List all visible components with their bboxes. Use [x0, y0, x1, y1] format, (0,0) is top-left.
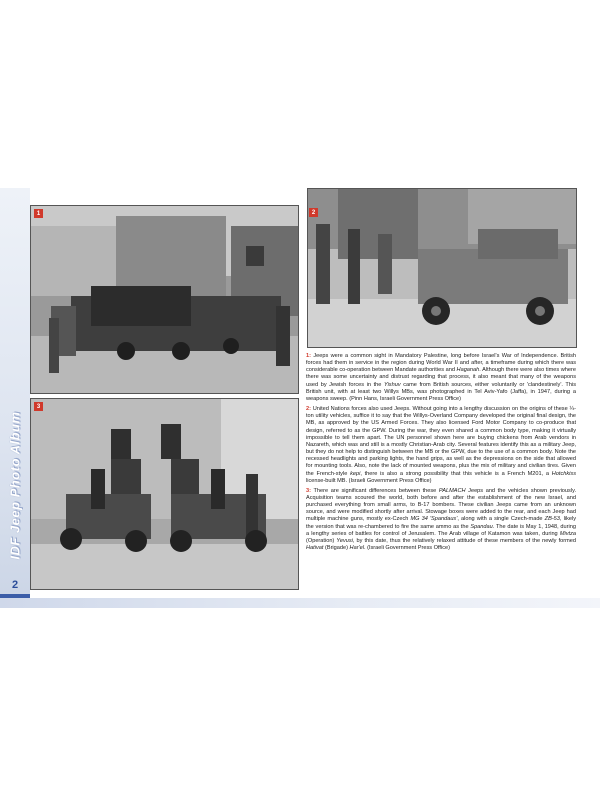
photo-2 [307, 188, 577, 348]
caption-italic: ZB-53 [544, 516, 560, 523]
caption-text: Jeeps and the vehicles shown previously. Acquisition teams scoured the world, both before and after the establishment of the new Israel, and purchased everything from small arms, to B-17 bombers. These civilian Jeeps came from an unknown source, and were modified shortly after arrival. Stowage boxes were added to the rear, and each Jeep had multiple machine guns, mostly ex-Czech [306, 487, 577, 523]
caption-1 [306, 353, 576, 403]
caption-italic: kepi [350, 470, 361, 477]
caption-italic: Har'el [349, 545, 364, 552]
photo-number-badge: 1 [34, 209, 43, 218]
photo-number-badge: 2 [309, 208, 318, 217]
photo-1 [30, 205, 299, 394]
caption-text: , by this date, thus the relatively relaxed attitude of these members of the newly formed [352, 537, 576, 544]
photo-number-badge: 3 [34, 402, 43, 411]
caption-text: (Operation) [306, 537, 337, 544]
street-convoy-photo-icon [31, 206, 298, 393]
caption-text: . The date is May 1, 1948, during a lengthy series of battles for control of Jerusalem. The Arab village of Katamon was taken, during [306, 523, 576, 537]
caption-text: , there is also a strong possibility that this vehicle is a French M201, a [360, 470, 552, 477]
caption-italic: Hotchkiss [551, 470, 576, 477]
sidebar-title-text: IDF Jeep Photo Album [7, 410, 23, 560]
caption-text: came from British sources, either voluntarily or 'clandestinely'. This British unit, with at least two Willys MBs, was photographed in Tel Aviv-Yafo (Jaffa), in 1947, during a weapons sweep. (Pinn Hans, Israeli Government Press Office) [306, 381, 576, 402]
caption-italic: PALMACH [438, 487, 466, 494]
bottom-band [0, 598, 600, 608]
caption-italic: Yevusi [336, 537, 353, 544]
caption-italic: Mivtza [559, 530, 576, 537]
caption-italic: Haganah [456, 367, 480, 374]
caption-italic: Spandau [470, 523, 493, 530]
sidebar-title [2, 395, 28, 575]
caption-text: There are significant differences between these [313, 487, 439, 494]
caption-text: . Although there were also times where there was some uncertainty and distrust regarding that process, it also meant that many of the weapons used by Jewish forces in the [306, 367, 576, 388]
armed-jeeps-photo-icon [31, 399, 298, 589]
caption-text: . (Israeli Government Press Office) [363, 545, 450, 552]
caption-italic: Yishuv [383, 381, 401, 388]
jeep-photo-icon [308, 189, 576, 347]
caption-text: , along with a single Czech-made [457, 516, 545, 523]
caption-2 [306, 406, 576, 485]
caption-text: license-built MB. (Israeli Government Press Office) [306, 477, 432, 484]
caption-italic: Hativat [306, 545, 324, 552]
caption-number: 2: [306, 406, 311, 413]
caption-italic: MG 34 'Spandaus' [410, 516, 458, 523]
photo-3 [30, 398, 299, 590]
caption-number: 3: [306, 487, 311, 494]
caption-text: , likely the version that was re-chambered to fire the same ammo as the [306, 516, 577, 530]
page-number: 2 [11, 579, 19, 591]
caption-3 [306, 488, 576, 552]
caption-text: United Nations forces also used Jeeps. Without going into a lengthy discussion on the origins of these ¼-ton utility vehicles, suffice it to say that the Willys-Overland Company developed the original final design, the MB, as approved by the US Armed Forces. They also licensed Ford Motor Company to co-produce that design, referred to as the GPW. During the war, they even shared a common body type, making it virtually impossible to tell them apart. The UN personnel shown here are buying chickens from Arab vendors in Nazareth, which was and still is a mostly Christian-Arab city. Several features identify this as a military Jeep, but they do not help to distinguish between the MB or the GPW, due to the use of a common body. Note the recessed headlights and parking lights, the hand grips, as well as the depressions on the side that allowed for mounting tools. Also, note the lack of mounted weapons, plus the mix of military and civilian tires. Given the French-style [306, 406, 576, 477]
captions-column [306, 353, 576, 555]
caption-number: 1: [306, 353, 311, 359]
caption-text: (Brigade) [323, 545, 350, 552]
caption-text: Jeeps were a common sight in Mandatory Palestine, long before Israel's War of Independence. British forces had them in service in the region during World War II and after, a timeframe during which there was considerable co-operation between Mandate authorities and [306, 353, 577, 374]
